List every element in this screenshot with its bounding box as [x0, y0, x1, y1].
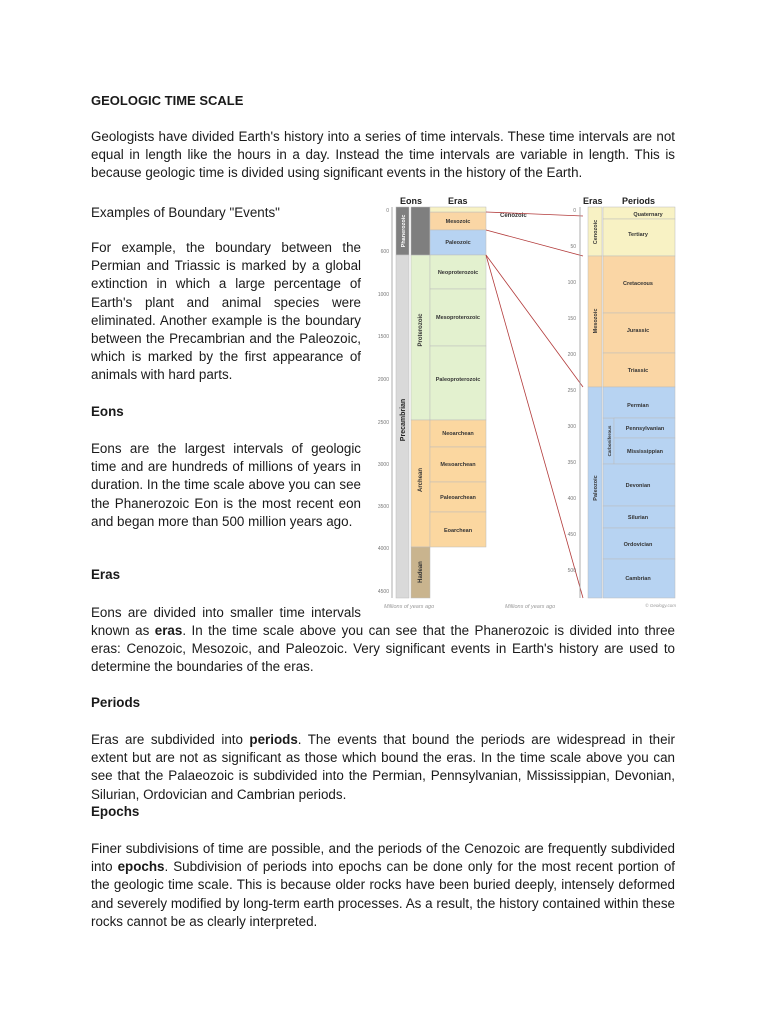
eras-heading: Eras: [91, 567, 121, 582]
right-tick-0: 0: [573, 208, 576, 214]
right-tick-2: 100: [567, 280, 576, 286]
era-neoarchean-label: Neoarchean: [442, 431, 474, 437]
era-mesoarchean-label: Mesoarchean: [440, 462, 476, 468]
eons-paragraph: Eons are the largest intervals of geologic time and are hundreds of millions of years in duration. In the time scale above you can see the Phanerozoic Eon is the most recent eon and began more than 500 million years ago.: [91, 441, 361, 529]
right-tick-3: 150: [567, 316, 576, 322]
left-tick-7: 3500: [377, 504, 389, 510]
left-tick-2: 1000: [377, 292, 389, 298]
header-eras-right: Eras: [583, 196, 603, 206]
cenozoic-pointer-label: Cenozoic: [500, 213, 527, 219]
left-tick-8: 4000: [377, 546, 389, 552]
epochs-heading: Epochs: [91, 804, 140, 819]
era-mesozoic-left-label: Mesozoic: [445, 219, 471, 225]
right-tick-5: 250: [567, 388, 576, 394]
periods-paragraph: Eras are subdivided into periods. The events that bound the periods are widespread in their extent but are not as significant as those which bound the eras. In the time scale above you can see that the Palaeozoic is subdivided into the Permian, Pennsylvanian, Mississippian, Devonian, Silurian, Ordovician and Cambrian periods.: [91, 732, 675, 802]
eras-term: eras: [154, 623, 183, 638]
period-triassic-label: Triassic: [627, 368, 649, 374]
left-tick-3: 1500: [377, 334, 389, 340]
right-tick-4: 200: [567, 352, 576, 358]
right-tick-9: 450: [567, 532, 576, 538]
page-title: GEOLOGIC TIME SCALE: [91, 93, 244, 108]
left-tick-9: 4500: [377, 589, 389, 595]
right-tick-6: 300: [567, 424, 576, 430]
left-tick-0: 0: [386, 208, 389, 214]
periods-heading: Periods: [91, 695, 141, 710]
eras-paragraph-line1: Eons are divided into smaller time intervals: [91, 605, 361, 620]
period-quaternary-label: Quaternary: [633, 212, 663, 218]
left-tick-5: 2500: [377, 420, 389, 426]
period-pennsylvanian-label: Pennsylvanian: [625, 426, 665, 432]
period-mississippian-label: Mississippian: [626, 449, 664, 455]
right-tick-10: 500: [567, 568, 576, 574]
era-paleoproterozoic: [430, 346, 486, 420]
era-mesoproterozoic-label: Mesoproterozoic: [435, 315, 481, 321]
left-tick-4: 2000: [377, 377, 389, 383]
right-tick-1: 50: [570, 244, 576, 250]
eras-paragraph: known as eras. In the time scale above you can see that the Phanerozoic is divided into three eras: Cenozoic, Mesozoic, and Paleozoic. Very significant events in Earth's history are used to determine the boundaries of the eras.: [91, 623, 675, 675]
period-devonian-label: Devonian: [625, 483, 651, 489]
eons-heading: Eons: [91, 404, 124, 419]
right-tick-8: 400: [567, 496, 576, 502]
epochs-term: epochs: [117, 859, 165, 875]
examples-heading: Examples of Boundary "Events": [91, 205, 280, 220]
era-paleozoic-left-label: Paleozoic: [445, 240, 471, 246]
era-neoproterozoic-label: Neoproterozoic: [437, 270, 479, 276]
left-axis-caption: Millions of years ago: [384, 604, 435, 610]
era-cenozoic-left: [430, 207, 486, 212]
era-mesozoic-right-label: Mesozoic: [593, 308, 599, 334]
right-tick-7: 350: [567, 460, 576, 466]
eon-phanerozoic-label: Phanerozoic: [401, 214, 407, 248]
era-paleoarchean-label: Paleoarchean: [440, 495, 476, 501]
examples-paragraph: For example, the boundary between the Permian and Triassic is marked by a global extinction in which a large percentage of Earth's plant and animal species were eliminated. Another example is the boundary between the Precambrian and the Paleozoic, which is marked by the first appearance of animals with hard parts.: [91, 240, 361, 383]
left-tick-1: 600: [380, 249, 389, 255]
period-cambrian-label: Cambrian: [625, 576, 651, 582]
figure-credit: © Geology.com: [645, 603, 676, 608]
eon-hadean-label: Hadean: [418, 561, 424, 583]
period-silurian-label: Silurian: [627, 515, 649, 521]
eon-archean-label: Archean: [418, 467, 424, 493]
link-line-mesozoic: [486, 230, 583, 256]
carboniferous-label: Carboniferous: [607, 425, 612, 457]
header-eras-left: Eras: [448, 196, 468, 206]
eon-proterozoic-label: Proterozoic: [418, 313, 424, 347]
intro-paragraph: Geologists have divided Earth's history into a series of time intervals. These time intervals are not equal in length like the hours in a day. Instead the time intervals are variable in length. This is because geologic time is divided using significant events in the history of the Earth.: [91, 129, 675, 181]
eon-precambrian-label: Precambrian: [400, 398, 407, 442]
period-permian-label: Permian: [627, 403, 649, 409]
epochs-paragraph: Finer subdivisions of time are possible, and the periods of the Cenozoic are frequently subdivided into epochs. Subdivision of periods into epochs can be done only for the most recent portion of the geologic time scale. This is because older rocks have been buried deeply, intensely deformed and severely modified by long-term earth processes. As a result, the history contained within these rocks cannot be as clearly interpreted.: [91, 841, 675, 929]
era-paleoproterozoic-label: Paleoproterozoic: [435, 377, 481, 383]
right-axis-caption: Millions of years ago: [505, 604, 556, 610]
phanerozoic-band: [411, 207, 430, 255]
period-tertiary-label: Tertiary: [628, 232, 648, 238]
era-cenozoic-right-label: Cenozoic: [593, 219, 599, 245]
era-eoarchean-label: Eoarchean: [443, 528, 473, 534]
period-ordovician-label: Ordovician: [623, 542, 653, 548]
periods-term: periods: [249, 732, 298, 747]
era-paleozoic-right-label: Paleozoic: [593, 475, 599, 501]
left-tick-6: 3000: [377, 462, 389, 468]
header-periods: Periods: [622, 196, 656, 206]
period-cretaceous-label: Cretaceous: [623, 281, 653, 287]
period-jurassic-label: Jurassic: [626, 328, 650, 334]
header-eons: Eons: [400, 196, 423, 206]
